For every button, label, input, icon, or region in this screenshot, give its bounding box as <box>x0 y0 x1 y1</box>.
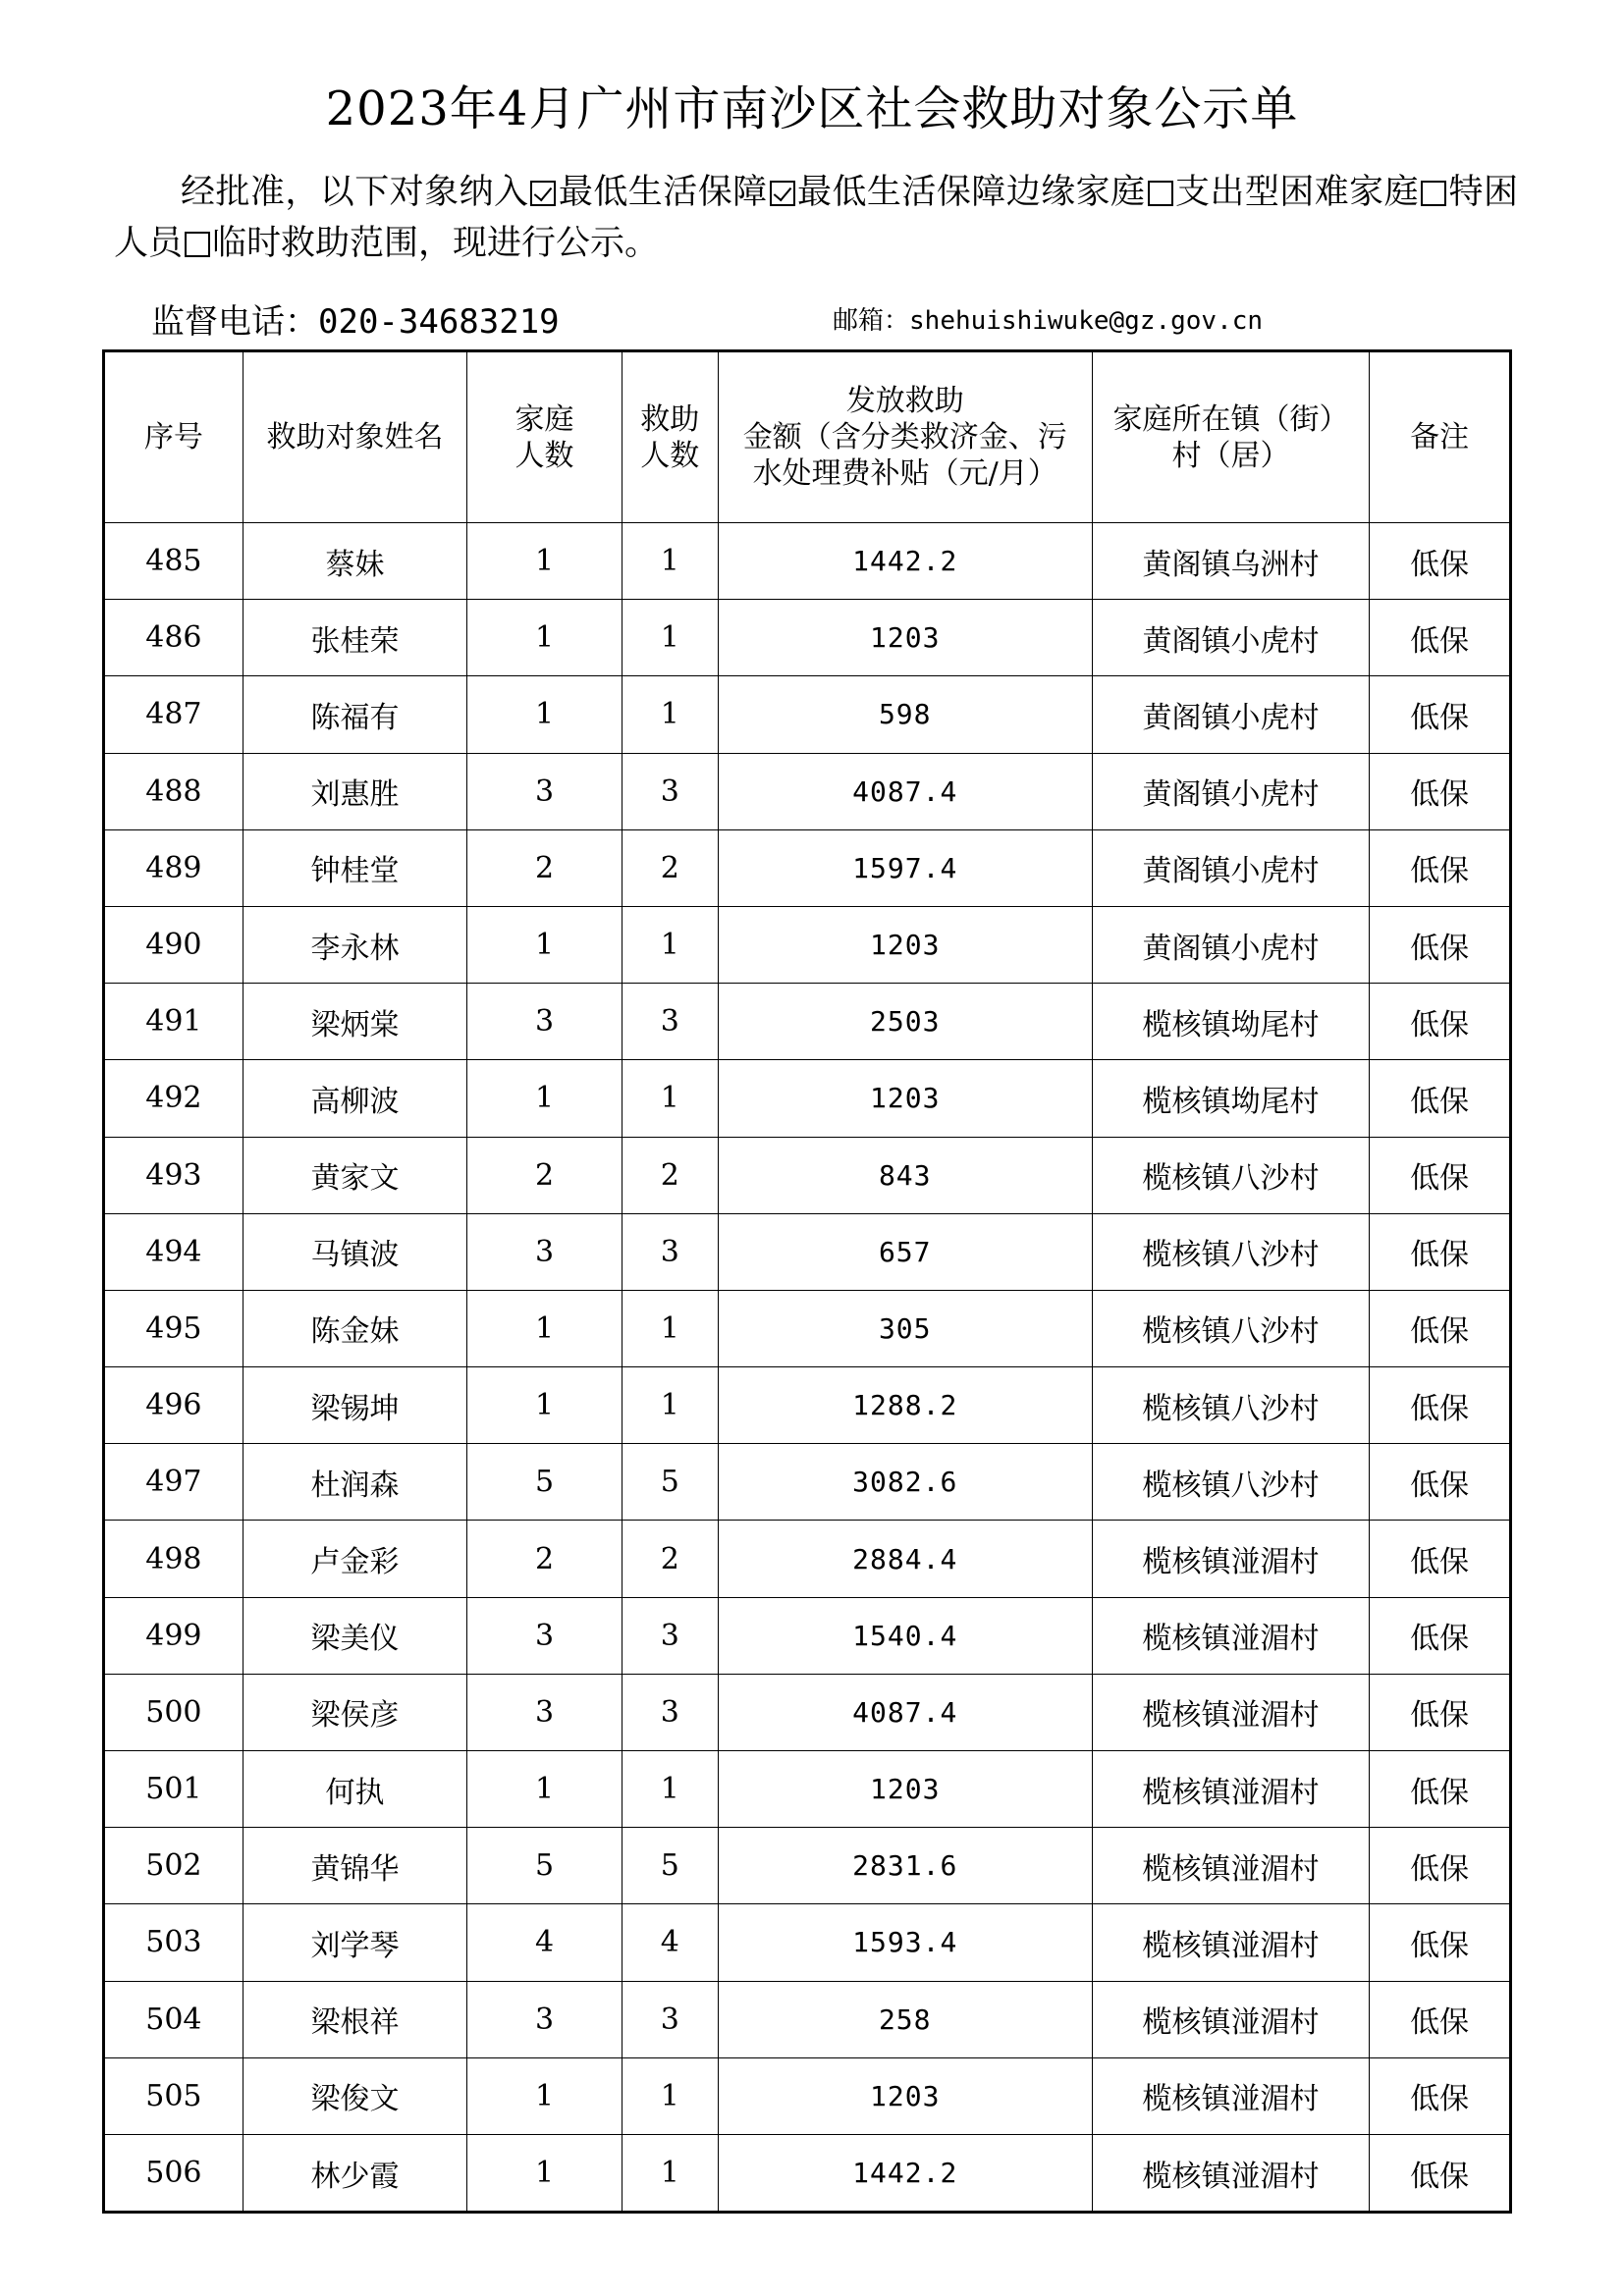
cell-aid-count: 5 <box>622 1828 718 1904</box>
cell-location: 黄阁镇小虎村 <box>1092 600 1369 676</box>
cell-remark: 低保 <box>1370 984 1511 1060</box>
cell-family-size: 3 <box>467 1981 623 2057</box>
cell-family-size: 2 <box>467 829 623 906</box>
cell-aid-count: 1 <box>622 1060 718 1137</box>
table-row <box>104 753 1511 829</box>
cell-remark: 低保 <box>1370 1981 1511 2057</box>
cell-family-size: 5 <box>467 1828 623 1904</box>
cell-name: 梁俊文 <box>243 2057 466 2134</box>
cell-family-size: 2 <box>467 1521 623 1597</box>
cell-name: 马镇波 <box>243 1213 466 1290</box>
cell-seq: 502 <box>104 1828 244 1904</box>
intro-item-label: 最低生活保障 <box>558 173 768 212</box>
table-row <box>104 2057 1511 2134</box>
cell-family-size: 1 <box>467 523 623 600</box>
cell-name: 梁锡坤 <box>243 1367 466 1444</box>
table-row <box>104 1751 1511 1828</box>
cell-aid-count: 1 <box>622 523 718 600</box>
cell-seq: 495 <box>104 1290 244 1366</box>
cell-remark: 低保 <box>1370 1521 1511 1597</box>
cell-remark: 低保 <box>1370 1137 1511 1213</box>
cell-aid-count: 3 <box>622 1213 718 1290</box>
cell-location: 黄阁镇小虎村 <box>1092 906 1369 983</box>
phone-number: 020-34683219 <box>318 302 560 342</box>
cell-seq: 499 <box>104 1597 244 1674</box>
table-header-row <box>104 351 1511 523</box>
header-amount <box>718 351 1092 523</box>
table-row <box>104 2134 1511 2212</box>
cell-seq: 503 <box>104 1904 244 1981</box>
cell-seq: 504 <box>104 1981 244 2057</box>
cell-aid-count: 1 <box>622 1367 718 1444</box>
cell-location: 黄阁镇小虎村 <box>1092 829 1369 906</box>
supervision-phone <box>151 294 560 343</box>
cell-family-size: 5 <box>467 1444 623 1521</box>
cell-location: 榄核镇八沙村 <box>1092 1367 1369 1444</box>
cell-seq: 494 <box>104 1213 244 1290</box>
cell-name: 刘学琴 <box>243 1904 466 1981</box>
cell-aid-count: 1 <box>622 1290 718 1366</box>
table-row <box>104 829 1511 906</box>
cell-aid-count: 3 <box>622 984 718 1060</box>
cell-family-size: 4 <box>467 1904 623 1981</box>
cell-name: 蔡妹 <box>243 523 466 600</box>
cell-remark: 低保 <box>1370 1444 1511 1521</box>
cell-remark: 低保 <box>1370 1290 1511 1366</box>
cell-seq: 488 <box>104 753 244 829</box>
cell-aid-count: 3 <box>622 1597 718 1674</box>
intro-lead: 经批准，以下对象纳入 <box>181 173 529 212</box>
cell-remark: 低保 <box>1370 1828 1511 1904</box>
intro-item-label: 最低生活保障边缘家庭 <box>796 173 1146 212</box>
cell-remark: 低保 <box>1370 523 1511 600</box>
cell-location: 榄核镇八沙村 <box>1092 1213 1369 1290</box>
cell-family-size: 3 <box>467 1597 623 1674</box>
cell-location: 黄阁镇小虎村 <box>1092 676 1369 753</box>
intro-item-label: 临时救助范围 <box>212 224 419 263</box>
cell-name: 梁美仪 <box>243 1597 466 1674</box>
cell-location: 黄阁镇乌洲村 <box>1092 523 1369 600</box>
intro-paragraph <box>114 167 1518 269</box>
cell-name: 卢金彩 <box>243 1521 466 1597</box>
cell-seq: 505 <box>104 2057 244 2134</box>
header-name: 救助对象姓名 <box>243 351 466 523</box>
cell-aid-count: 1 <box>622 906 718 983</box>
cell-location: 榄核镇湴湄村 <box>1092 1828 1369 1904</box>
header-aid-line1: 救助 <box>640 401 700 437</box>
cell-family-size: 3 <box>467 1674 623 1750</box>
cell-family-size: 1 <box>467 906 623 983</box>
cell-amount: 4087.4 <box>718 1674 1092 1750</box>
cell-seq: 500 <box>104 1674 244 1750</box>
cell-family-size: 1 <box>467 1751 623 1828</box>
cell-amount: 657 <box>718 1213 1092 1290</box>
intro-item-label: 支出型困难家庭 <box>1174 173 1420 212</box>
cell-aid-count: 4 <box>622 1904 718 1981</box>
cell-remark: 低保 <box>1370 1597 1511 1674</box>
cell-remark: 低保 <box>1370 1060 1511 1137</box>
cell-aid-count: 3 <box>622 1674 718 1750</box>
cell-family-size: 3 <box>467 984 623 1060</box>
header-aid-count <box>622 351 718 523</box>
cell-remark: 低保 <box>1370 1213 1511 1290</box>
cell-location: 榄核镇湴湄村 <box>1092 2057 1369 2134</box>
header-family-size <box>467 351 623 523</box>
cell-location: 榄核镇湴湄村 <box>1092 1597 1369 1674</box>
cell-aid-count: 5 <box>622 1444 718 1521</box>
cell-family-size: 3 <box>467 753 623 829</box>
header-location-line1: 家庭所在镇（街） <box>1112 401 1349 437</box>
cell-remark: 低保 <box>1370 2057 1511 2134</box>
checkbox-icon <box>1148 181 1173 206</box>
checkbox-icon <box>1421 181 1446 206</box>
cell-seq: 497 <box>104 1444 244 1521</box>
cell-aid-count: 1 <box>622 676 718 753</box>
header-seq: 序号 <box>104 351 244 523</box>
cell-aid-count: 1 <box>622 2057 718 2134</box>
intro-item-label: 特困人员 <box>114 173 1518 263</box>
cell-aid-count: 2 <box>622 1521 718 1597</box>
cell-aid-count: 1 <box>622 2134 718 2212</box>
cell-name: 黄家文 <box>243 1137 466 1213</box>
cell-amount: 258 <box>718 1981 1092 2057</box>
cell-location: 榄核镇湴湄村 <box>1092 1904 1369 1981</box>
cell-remark: 低保 <box>1370 2134 1511 2212</box>
cell-name: 梁根祥 <box>243 1981 466 2057</box>
table-row <box>104 1674 1511 1750</box>
recipients-table <box>102 349 1512 2214</box>
cell-name: 钟桂堂 <box>243 829 466 906</box>
cell-location: 榄核镇湴湄村 <box>1092 1674 1369 1750</box>
cell-amount: 2831.6 <box>718 1828 1092 1904</box>
cell-amount: 598 <box>718 676 1092 753</box>
table-row <box>104 1981 1511 2057</box>
cell-seq: 492 <box>104 1060 244 1137</box>
cell-aid-count: 3 <box>622 753 718 829</box>
cell-amount: 305 <box>718 1290 1092 1366</box>
email-address: shehuishiwuke@gz.gov.cn <box>909 306 1264 336</box>
header-location-line2: 村（居） <box>1171 438 1290 473</box>
email-label: 邮箱： <box>833 306 910 336</box>
cell-amount: 1203 <box>718 600 1092 676</box>
cell-location: 榄核镇湴湄村 <box>1092 1751 1369 1828</box>
cell-name: 陈金妹 <box>243 1290 466 1366</box>
cell-location: 榄核镇八沙村 <box>1092 1290 1369 1366</box>
cell-name: 高柳波 <box>243 1060 466 1137</box>
cell-amount: 1593.4 <box>718 1904 1092 1981</box>
cell-name: 杜润森 <box>243 1444 466 1521</box>
contact-email <box>833 300 1263 337</box>
cell-amount: 4087.4 <box>718 753 1092 829</box>
cell-location: 榄核镇湴湄村 <box>1092 1521 1369 1597</box>
phone-label: 监督电话： <box>151 302 318 342</box>
checkbox-icon <box>185 232 210 257</box>
cell-name: 林少霞 <box>243 2134 466 2212</box>
cell-location: 榄核镇坳尾村 <box>1092 1060 1369 1137</box>
cell-name: 何执 <box>243 1751 466 1828</box>
cell-aid-count: 2 <box>622 829 718 906</box>
cell-family-size: 2 <box>467 1137 623 1213</box>
cell-seq: 489 <box>104 829 244 906</box>
cell-name: 黄锦华 <box>243 1828 466 1904</box>
cell-remark: 低保 <box>1370 1367 1511 1444</box>
cell-seq: 493 <box>104 1137 244 1213</box>
intro-tail: ，现进行公示。 <box>418 224 660 263</box>
header-aid-line2: 人数 <box>640 438 700 473</box>
cell-aid-count: 1 <box>622 600 718 676</box>
cell-seq: 496 <box>104 1367 244 1444</box>
table-row <box>104 676 1511 753</box>
cell-amount: 1203 <box>718 2057 1092 2134</box>
cell-name: 陈福有 <box>243 676 466 753</box>
table-row <box>104 600 1511 676</box>
cell-remark: 低保 <box>1370 1904 1511 1981</box>
cell-seq: 491 <box>104 984 244 1060</box>
cell-remark: 低保 <box>1370 676 1511 753</box>
cell-amount: 2884.4 <box>718 1521 1092 1597</box>
cell-aid-count: 3 <box>622 1981 718 2057</box>
cell-seq: 485 <box>104 523 244 600</box>
header-amount-line3: 水处理费补贴（元/月） <box>752 456 1057 491</box>
cell-remark: 低保 <box>1370 906 1511 983</box>
cell-name: 梁侯彦 <box>243 1674 466 1750</box>
cell-remark: 低保 <box>1370 1674 1511 1750</box>
cell-family-size: 1 <box>467 1290 623 1366</box>
table-row <box>104 1213 1511 1290</box>
table-row <box>104 1367 1511 1444</box>
cell-family-size: 1 <box>467 1060 623 1137</box>
table-row <box>104 1597 1511 1674</box>
cell-family-size: 1 <box>467 1367 623 1444</box>
cell-aid-count: 2 <box>622 1137 718 1213</box>
cell-name: 李永林 <box>243 906 466 983</box>
cell-name: 刘惠胜 <box>243 753 466 829</box>
cell-amount: 1442.2 <box>718 523 1092 600</box>
cell-amount: 2503 <box>718 984 1092 1060</box>
cell-remark: 低保 <box>1370 1751 1511 1828</box>
cell-family-size: 3 <box>467 1213 623 1290</box>
cell-location: 榄核镇八沙村 <box>1092 1137 1369 1213</box>
table-row <box>104 984 1511 1060</box>
table-row <box>104 1521 1511 1597</box>
page-title: 2023年4月广州市南沙区社会救助对象公示单 <box>325 81 1299 136</box>
table-row <box>104 1444 1511 1521</box>
header-location <box>1092 351 1369 523</box>
cell-amount: 1442.2 <box>718 2134 1092 2212</box>
cell-remark: 低保 <box>1370 829 1511 906</box>
cell-seq: 506 <box>104 2134 244 2212</box>
cell-seq: 490 <box>104 906 244 983</box>
cell-seq: 487 <box>104 676 244 753</box>
header-remark: 备注 <box>1370 351 1511 523</box>
table-row <box>104 523 1511 600</box>
cell-family-size: 1 <box>467 2134 623 2212</box>
header-family-line1: 家庭 <box>514 401 574 437</box>
cell-location: 黄阁镇小虎村 <box>1092 753 1369 829</box>
cell-amount: 1203 <box>718 906 1092 983</box>
cell-amount: 1540.4 <box>718 1597 1092 1674</box>
cell-seq: 501 <box>104 1751 244 1828</box>
header-amount-line2: 金额（含分类救济金、污 <box>742 420 1067 454</box>
cell-seq: 498 <box>104 1521 244 1597</box>
cell-amount: 1203 <box>718 1060 1092 1137</box>
table-row <box>104 906 1511 983</box>
table-row <box>104 1060 1511 1137</box>
cell-remark: 低保 <box>1370 753 1511 829</box>
table-row <box>104 1828 1511 1904</box>
cell-amount: 1203 <box>718 1751 1092 1828</box>
table-row <box>104 1137 1511 1213</box>
cell-name: 张桂荣 <box>243 600 466 676</box>
cell-family-size: 1 <box>467 600 623 676</box>
cell-location: 榄核镇湴湄村 <box>1092 1981 1369 2057</box>
cell-amount: 1597.4 <box>718 829 1092 906</box>
checkbox-icon <box>530 181 556 206</box>
cell-seq: 486 <box>104 600 244 676</box>
cell-name: 梁炳棠 <box>243 984 466 1060</box>
cell-amount: 1288.2 <box>718 1367 1092 1444</box>
cell-family-size: 1 <box>467 676 623 753</box>
cell-remark: 低保 <box>1370 600 1511 676</box>
cell-aid-count: 1 <box>622 1751 718 1828</box>
cell-location: 榄核镇八沙村 <box>1092 1444 1369 1521</box>
cell-location: 榄核镇湴湄村 <box>1092 2134 1369 2212</box>
table-body <box>104 523 1511 2213</box>
table-row <box>104 1904 1511 1981</box>
checkbox-icon <box>770 181 795 206</box>
cell-location: 榄核镇坳尾村 <box>1092 984 1369 1060</box>
cell-amount: 3082.6 <box>718 1444 1092 1521</box>
cell-family-size: 1 <box>467 2057 623 2134</box>
header-family-line2: 人数 <box>514 438 574 473</box>
cell-amount: 843 <box>718 1137 1092 1213</box>
header-amount-line1: 发放救助 <box>845 384 964 418</box>
table-row <box>104 1290 1511 1366</box>
